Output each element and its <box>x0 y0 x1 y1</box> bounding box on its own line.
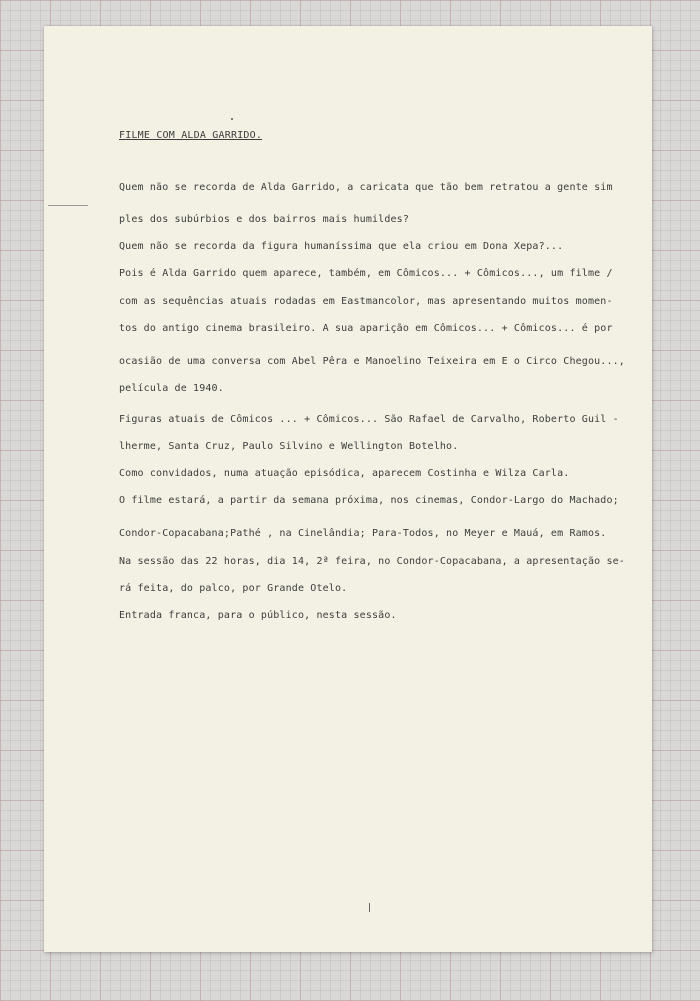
text-line-4: Pois é Alda Garrido quem aparece, também, em Cômicos... + Cômicos..., um filme / <box>119 268 613 279</box>
text-line-5: com as sequências atuais rodadas em Eastmancolor, mas apresentando muitos momen- <box>119 296 613 307</box>
text-line-11: Como convidados, numa atuação episódica, aparecem Costinha e Wilza Carla. <box>119 468 570 479</box>
text-line-15: rá feita, do palco, por Grande Otelo. <box>119 583 348 594</box>
typewritten-page <box>44 26 652 952</box>
text-line-8: película de 1940. <box>119 383 224 394</box>
text-line-16: Entrada franca, para o público, nesta sessão. <box>119 610 397 621</box>
text-line-12: O filme estará, a partir da semana próxima, nos cinemas, Condor-Largo do Machado; <box>119 495 619 506</box>
text-line-2: ples dos subúrbios e dos bairros mais humildes? <box>119 214 410 225</box>
ink-tick-mark <box>369 903 370 912</box>
text-line-14: Na sessão das 22 horas, dia 14, 2ª feira, no Condor-Copacabana, a apresentação se- <box>119 556 625 567</box>
ink-dot-mark <box>231 118 233 120</box>
document-title: FILME COM ALDA GARRIDO. <box>119 130 263 141</box>
text-line-3: Quem não se recorda da figura humaníssima que ela criou em Dona Xepa?... <box>119 241 564 252</box>
text-line-1: Quem não se recorda de Alda Garrido, a caricata que tão bem retratou a gente sim <box>119 182 613 193</box>
text-line-10: lherme, Santa Cruz, Paulo Silvino e Wellington Botelho. <box>119 441 459 452</box>
text-line-7: ocasião de uma conversa com Abel Pêra e Manoelino Teixeira em E o Circo Chegou..., <box>119 356 625 367</box>
text-line-6: tos do antigo cinema brasileiro. A sua aparição em Cômicos... + Cômicos... é por <box>119 323 613 334</box>
margin-pencil-mark <box>48 205 88 206</box>
text-line-13: Condor-Copacabana;Pathé , na Cinelândia; Para-Todos, no Meyer e Mauá, em Ramos. <box>119 528 607 539</box>
text-line-9: Figuras atuais de Cômicos ... + Cômicos... São Rafael de Carvalho, Roberto Guil - <box>119 414 619 425</box>
